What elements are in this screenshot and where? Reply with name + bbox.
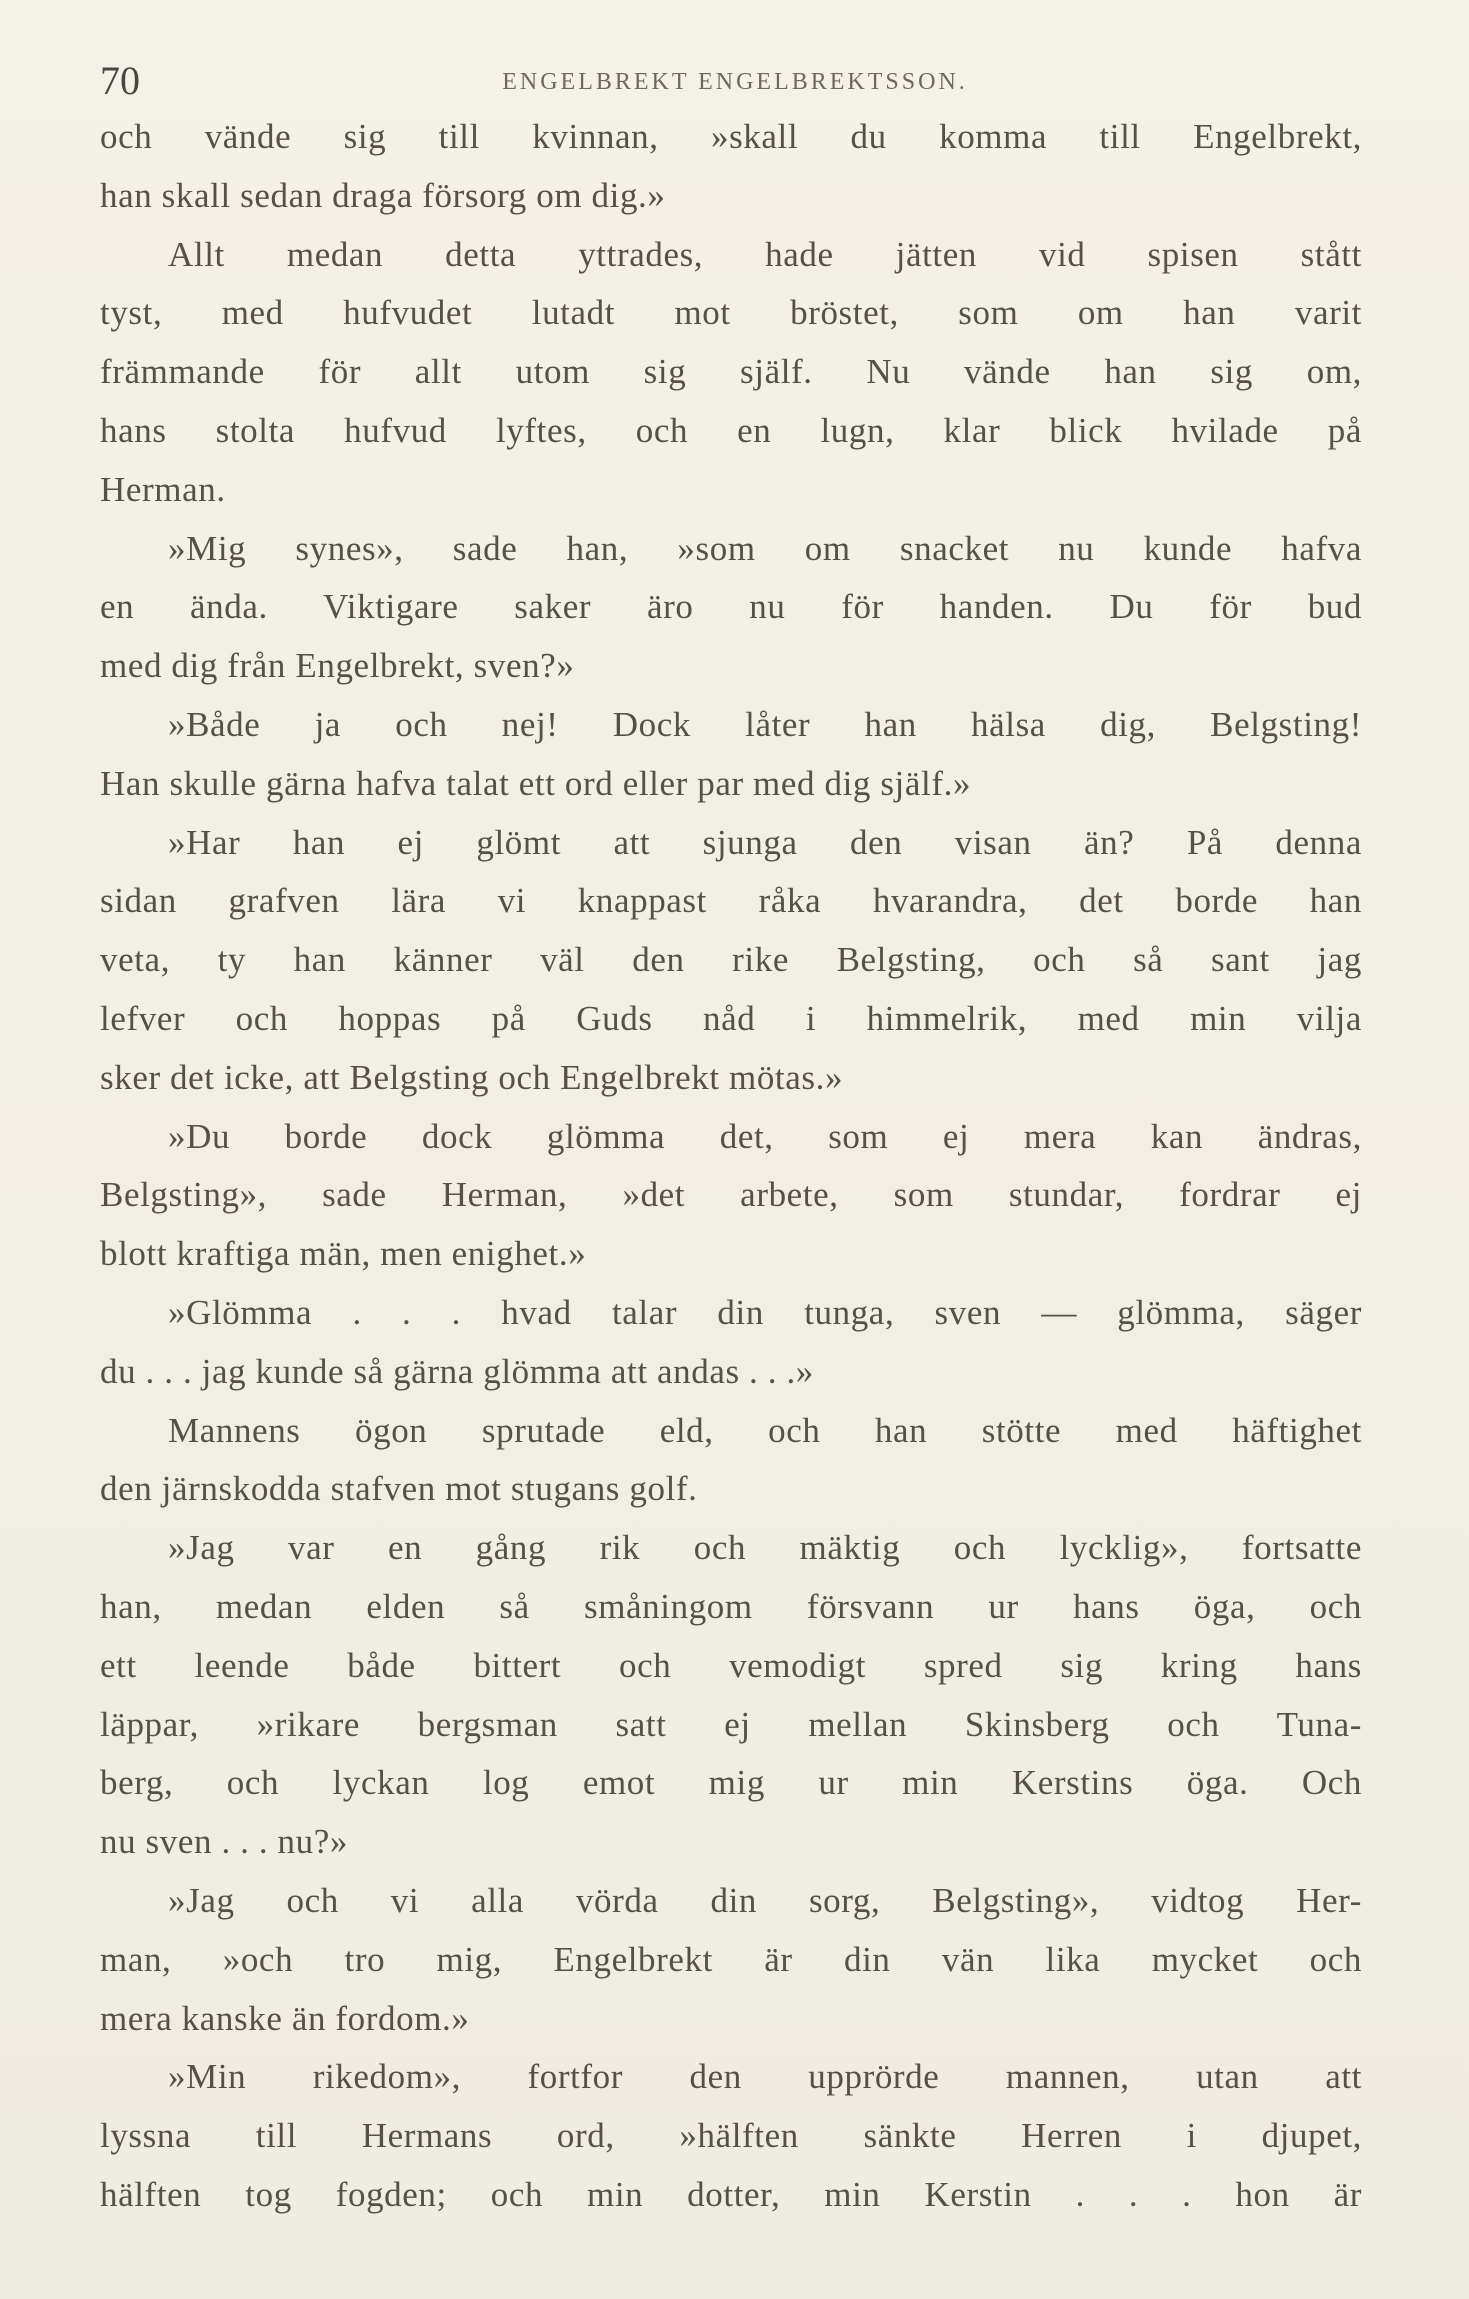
text-line: Belgsting», sade Herman, »det arbete, som stundar, fordrar ej xyxy=(100,1175,1362,1215)
text-line: den järnskodda stafven mot stugans golf. xyxy=(100,1469,698,1509)
text-line: hans stolta hufvud lyftes, och en lugn, klar blick hvilade på xyxy=(100,410,1362,450)
running-title: ENGELBREKT ENGELBREKTSSON. xyxy=(502,69,968,95)
text-line: sker det icke, att Belgsting och Engelbrekt mötas.» xyxy=(100,1057,844,1097)
text-line: »Mig synes», sade han, »som om snacket nu kunde hafva xyxy=(168,528,1362,568)
text-line: en ända. Viktigare saker äro nu för handen. Du för bud xyxy=(100,587,1362,627)
text-line: och vände sig till kvinnan, »skall du komma till Engelbrekt, xyxy=(100,117,1362,156)
text-line: »Min rikedom», fortfor den upprörde mannen, utan att xyxy=(168,2057,1362,2097)
text-line: Han skulle gärna hafva talat ett ord eller par med dig själf.» xyxy=(100,763,972,803)
text-line: han, medan elden så småningom försvann ur hans öga, och xyxy=(100,1586,1362,1626)
text-line: du . . . jag kunde så gärna glömma att andas . . .» xyxy=(100,1351,814,1391)
text-line: lyssna till Hermans ord, »hälften sänkte Herren i djupet, xyxy=(100,2116,1362,2156)
text-line: Herman. xyxy=(100,469,226,509)
text-line: »Både ja och nej! Dock låter han hälsa dig, Belgsting! xyxy=(168,704,1362,744)
text-line: ett leende både bittert och vemodigt spred sig kring hans xyxy=(100,1645,1362,1685)
page-header xyxy=(100,56,1370,110)
text-line: läppar, »rikare bergsman satt ej mellan Skinsberg och Tuna- xyxy=(100,1704,1362,1744)
text-line: »Har han ej glömt att sjunga den visan än? På denna xyxy=(168,822,1362,862)
text-line: med dig från Engelbrekt, sven?» xyxy=(100,646,575,686)
text-line: tyst, med hufvudet lutadt mot bröstet, som om han varit xyxy=(100,293,1362,333)
text-line: sidan grafven lära vi knappast råka hvarandra, det borde han xyxy=(100,881,1362,921)
text-line: veta, ty han känner väl den rike Belgsting, och så sant jag xyxy=(100,940,1362,980)
body-text xyxy=(100,108,1362,2225)
text-line: »Glömma . . . hvad talar din tunga, sven — glömma, säger xyxy=(168,1292,1362,1332)
text-line: hälften tog fogden; och min dotter, min Kerstin . . . hon är xyxy=(100,2174,1362,2214)
text-line: lefver och hoppas på Guds nåd i himmelrik, med min vilja xyxy=(100,998,1362,1038)
text-line: »Jag och vi alla vörda din sorg, Belgsting», vidtog Her- xyxy=(168,1880,1362,1920)
text-line: Mannens ögon sprutade eld, och han stötte med häftighet xyxy=(168,1410,1362,1450)
text-line: blott kraftiga män, men enighet.» xyxy=(100,1234,587,1274)
text-line: berg, och lyckan log emot mig ur min Kerstins öga. Och xyxy=(100,1763,1362,1803)
page-number: 70 xyxy=(100,58,140,103)
text-line: »Du borde dock glömma det, som ej mera kan ändras, xyxy=(168,1116,1362,1156)
text-line: främmande för allt utom sig själf. Nu vände han sig om, xyxy=(100,352,1362,392)
text-line: »Jag var en gång rik och mäktig och lycklig», fortsatte xyxy=(168,1528,1362,1568)
text-line: nu sven . . . nu?» xyxy=(100,1822,348,1862)
text-line: man, »och tro mig, Engelbrekt är din vän lika mycket och xyxy=(100,1939,1362,1979)
text-line: mera kanske än fordom.» xyxy=(100,1998,470,2038)
text-line: han skall sedan draga försorg om dig.» xyxy=(100,175,666,215)
text-line: Allt medan detta yttrades, hade jätten vid spisen stått xyxy=(168,234,1362,274)
